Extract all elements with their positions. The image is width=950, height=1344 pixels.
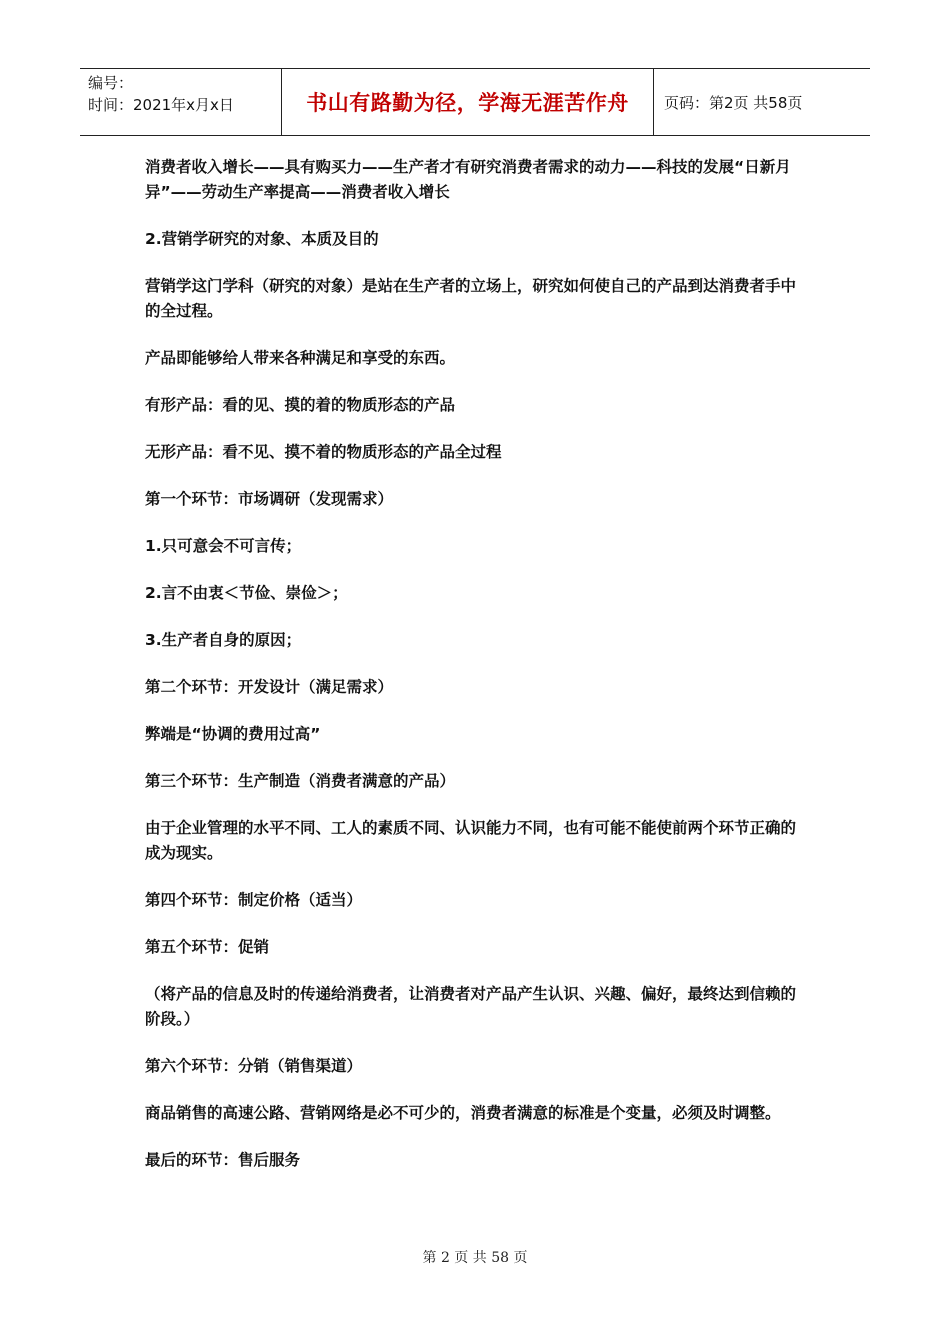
list-item: 2.言不由衷＜节俭、崇俭＞； (145, 584, 348, 602)
number-label: 编号： (88, 74, 134, 92)
step-heading: 第六个环节：分销（销售渠道） (145, 1057, 363, 1075)
step-heading: 第四个环节：制定价格（适当） (145, 891, 363, 909)
step-heading: 第二个环节：开发设计（满足需求） (145, 678, 394, 696)
step-heading: 第五个环节：促销 (145, 938, 270, 956)
paragraph: 无形产品：看不见、摸不着的物质形态的产品全过程 (145, 443, 502, 461)
list-item: 1.只可意会不可言传； (145, 537, 302, 555)
page-footer: 第 2 页 共 58 页 (422, 1250, 528, 1266)
paragraph: 弊端是“协调的费用过高” (145, 725, 321, 743)
header-meta (80, 69, 282, 135)
page-info: 页码：第2页 共58页 (664, 93, 803, 112)
header-motto-cell (282, 69, 654, 135)
header-page-cell (654, 69, 870, 135)
paragraph: 有形产品：看的见、摸的着的物质形态的产品 (145, 396, 456, 414)
step-heading: 最后的环节：售后服务 (145, 1151, 301, 1169)
section-heading: 2.营销学研究的对象、本质及目的 (145, 230, 379, 248)
list-item: 3.生产者自身的原因； (145, 631, 302, 649)
paragraph: 产品即能够给人带来各种满足和享受的东西。 (145, 349, 456, 367)
document-body (145, 155, 805, 1195)
document-header (80, 68, 870, 136)
paragraph: 营销学这门学科（研究的对象）是站在生产者的立场上，研究如何使自己的产品到达消费者手中的全过程。 (145, 277, 797, 320)
step-heading: 第三个环节：生产制造（消费者满意的产品） (145, 772, 456, 790)
paragraph: 商品销售的高速公路、营销网络是必不可少的，消费者满意的标准是个变量，必须及时调整。 (145, 1104, 781, 1122)
paragraph: 由于企业管理的水平不同、工人的素质不同、认识能力不同，也有可能不能使前两个环节正确的成为现实。 (145, 819, 797, 862)
motto: 书山有路勤为径，学海无涯苦作舟 (306, 91, 629, 115)
paragraph: 消费者收入增长——具有购买力——生产者才有研究消费者需求的动力——科技的发展“日新月异”——劳动生产率提高——消费者收入增长 (145, 158, 791, 201)
step-heading: 第一个环节：市场调研（发现需求） (145, 490, 394, 508)
paragraph: （将产品的信息及时的传递给消费者，让消费者对产品产生认识、兴趣、偏好，最终达到信赖的阶段。） (145, 985, 797, 1028)
time-label: 时间：2021年x月x日 (88, 96, 234, 114)
